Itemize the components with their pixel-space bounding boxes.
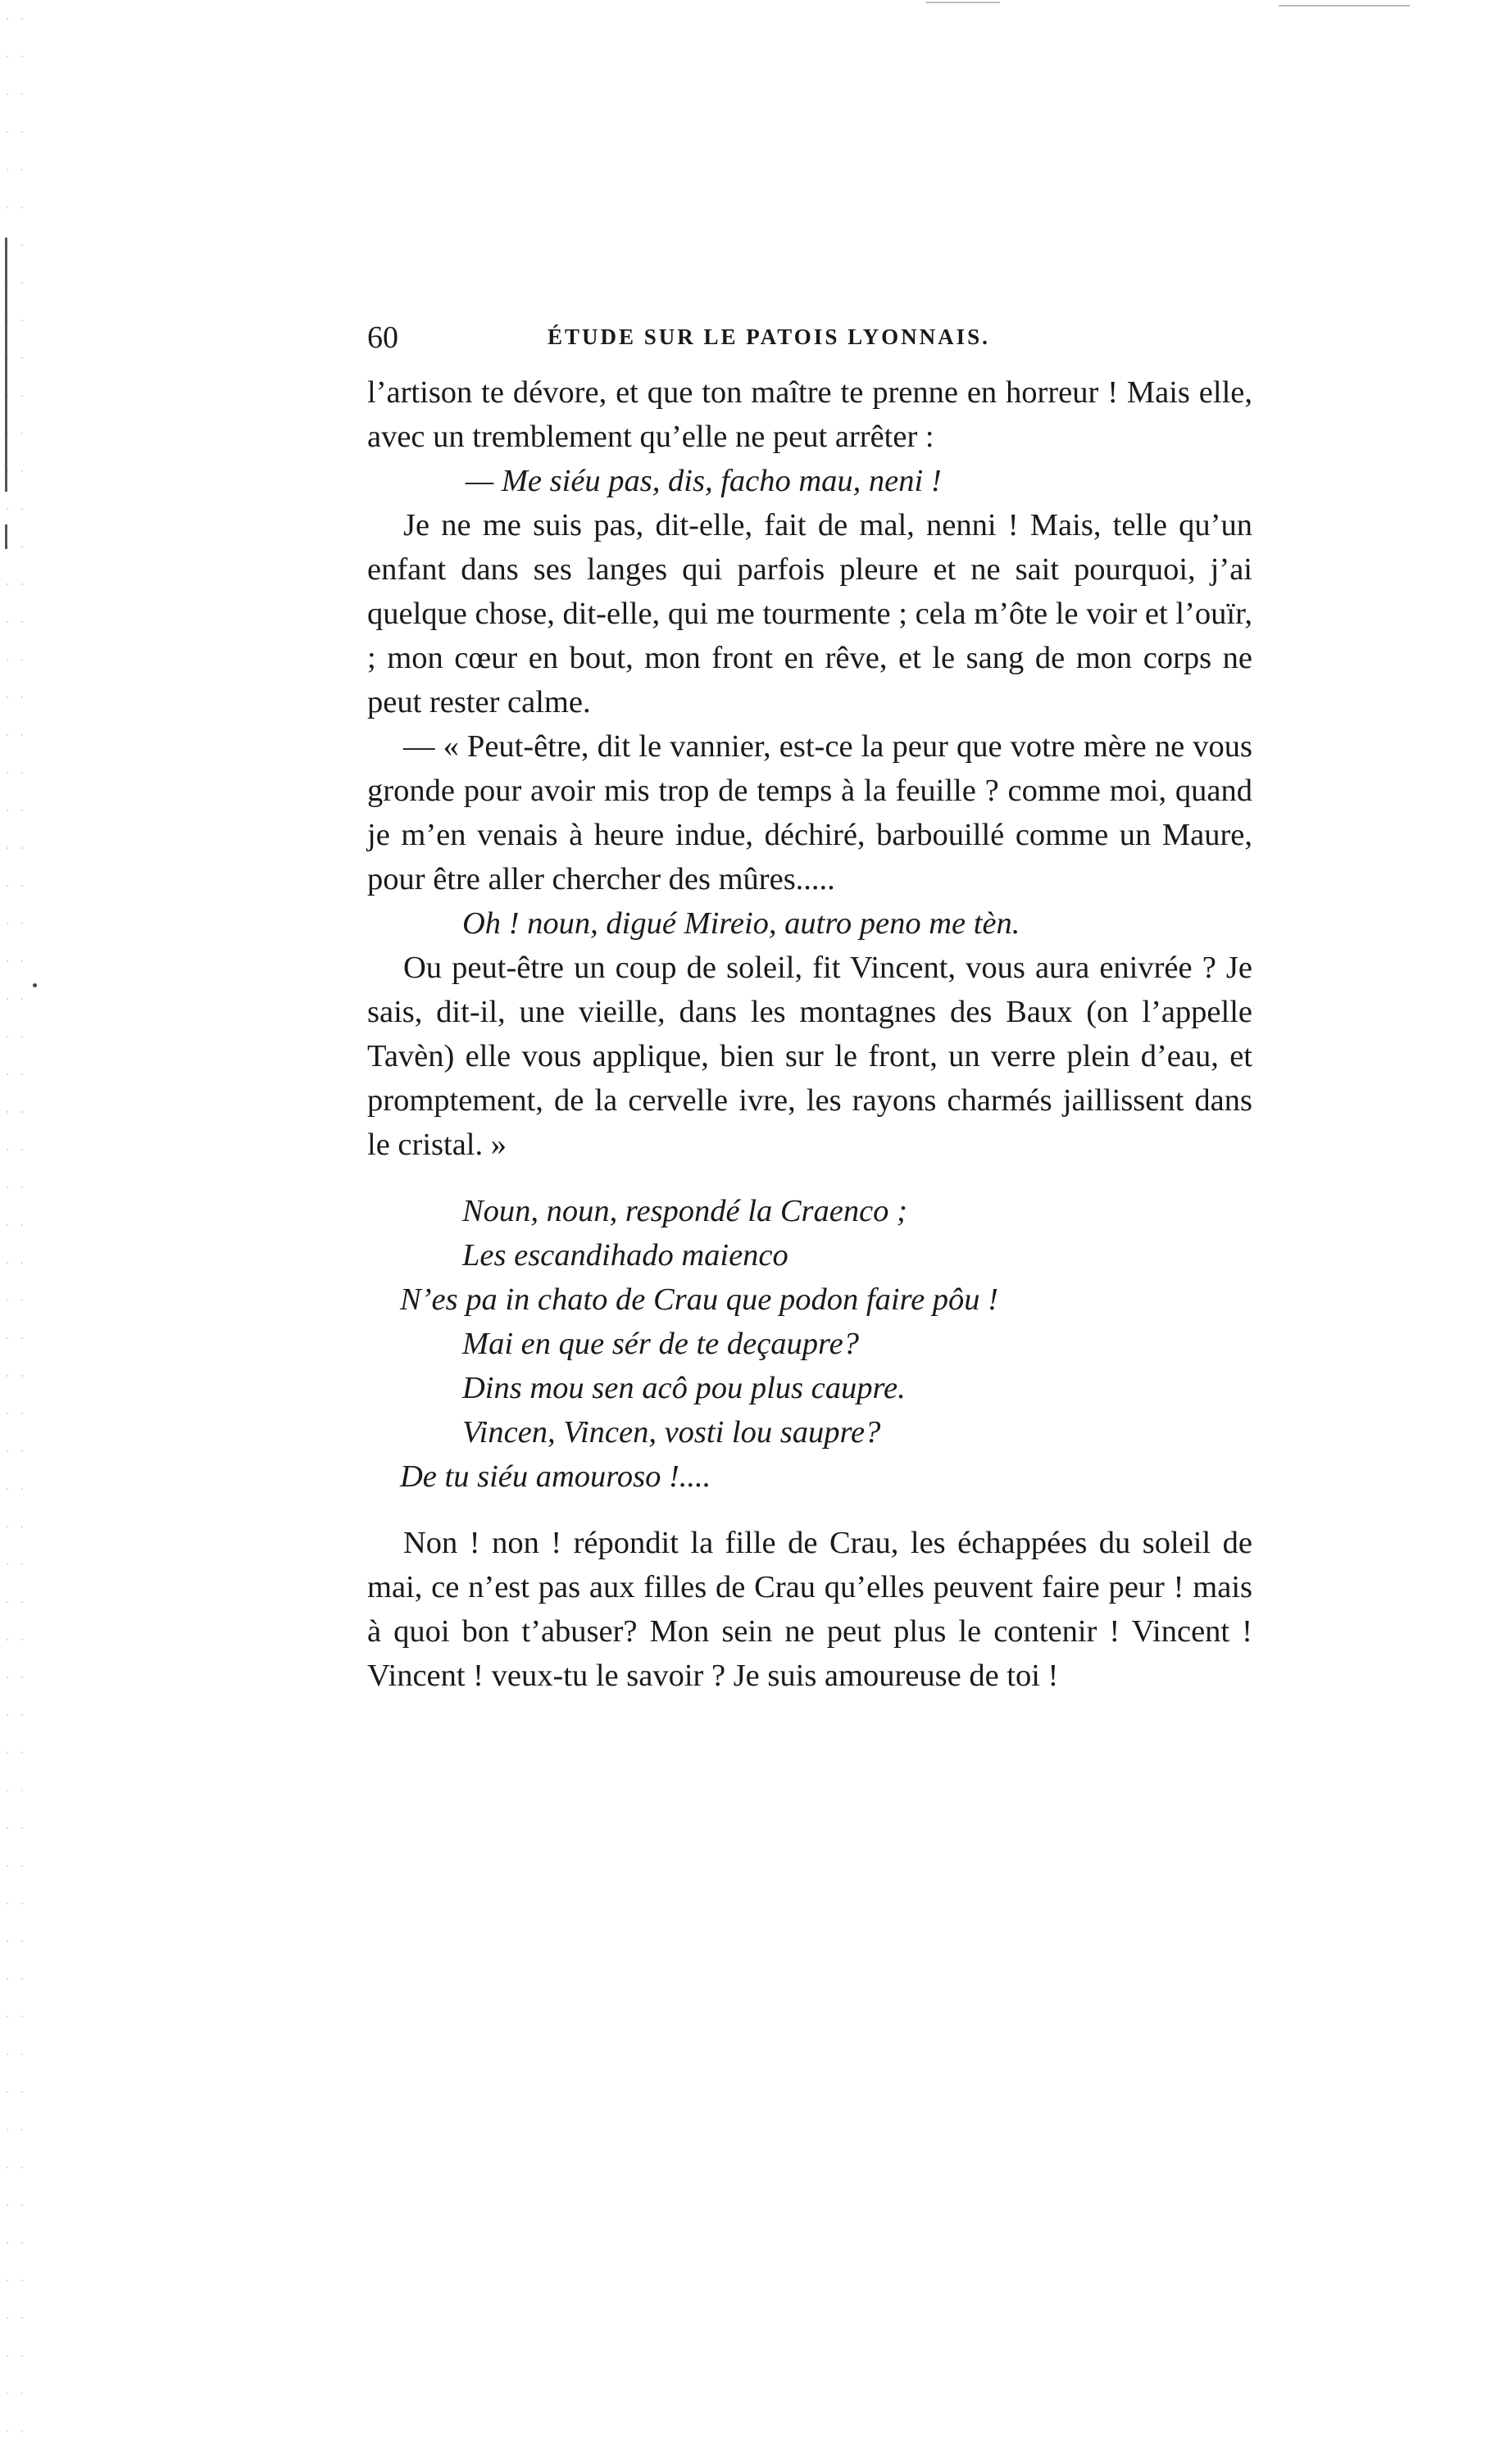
paragraph: Non ! non ! répondit la fille de Crau, les échappées du soleil de mai, ce n’est pas aux filles de Crau qu’elles peuvent faire peur ! mais à quoi bon t’abuser? Mon sein ne peut plus le contenir ! Vincent ! Vincent ! veux-tu le savoir ? Je suis amoureuse de toi ! xyxy=(367,1526,1252,1693)
patois-verse-block xyxy=(367,1189,1252,1499)
page-number: 60 xyxy=(367,320,398,355)
scan-speck xyxy=(33,983,37,987)
verse-line: Dins mou sen acô pou plus caupre. xyxy=(462,1371,906,1405)
page-header xyxy=(367,320,1261,369)
patois-verse: Oh ! noun, digué Mireio, autro peno me tèn. xyxy=(462,906,1020,941)
verse-line: Les escandihado maienco xyxy=(462,1238,788,1273)
verse-line: Mai en que sér de te deçaupre? xyxy=(462,1327,859,1361)
scan-top-mark xyxy=(926,2,1000,3)
scan-top-mark xyxy=(1279,5,1410,7)
verse-line: N’es pa in chato de Crau que podon faire pôu ! xyxy=(400,1282,998,1317)
page-body xyxy=(367,370,1252,1698)
patois-verse: — Me siéu pas, dis, facho mau, neni ! xyxy=(466,464,942,498)
scan-edge-mark xyxy=(5,524,7,549)
paragraph: — « Peut-être, dit le vannier, est-ce la peur que votre mère ne vous gronde pour avoir mis trop de temps à la feuille ? comme moi, quand je m’en venais à heure indue, déchiré, barbouillé comme un Maure, pour être aller chercher des mûres..... xyxy=(367,729,1252,896)
paragraph: l’artison te dévore, et que ton maître te prenne en horreur ! Mais elle, avec un tremblement qu’elle ne peut arrêter : xyxy=(367,375,1252,454)
verse-line: De tu siéu amouroso !.... xyxy=(400,1459,711,1494)
paragraph: Je ne me suis pas, dit-elle, fait de mal, nenni ! Mais, telle qu’un enfant dans ses langes qui parfois pleure et ne sait pourquoi, j’ai quelque chose, dit-elle, qui me tourmente ; cela m’ôte le voir et l’ouïr, ; mon cœur en bout, mon front en rêve, et le sang de mon corps ne peut rester calme. xyxy=(367,508,1252,719)
verse-line: Vincen, Vincen, vosti lou saupre? xyxy=(462,1415,881,1450)
running-title: ÉTUDE SUR LE PATOIS LYONNAIS. xyxy=(548,324,990,349)
verse-line: Noun, noun, respondé la Craenco ; xyxy=(462,1194,907,1228)
paragraph: Ou peut-être un coup de soleil, fit Vincent, vous aura enivrée ? Je sais, dit-il, une vieille, dans les montagnes des Baux (on l’appelle Tavèn) elle vous applique, bien sur le front, un verre plein d’eau, et promptement, de la cervelle ivre, les rayons charmés jaillissent dans le cristal. » xyxy=(367,951,1252,1162)
scan-edge-mark xyxy=(5,238,7,492)
